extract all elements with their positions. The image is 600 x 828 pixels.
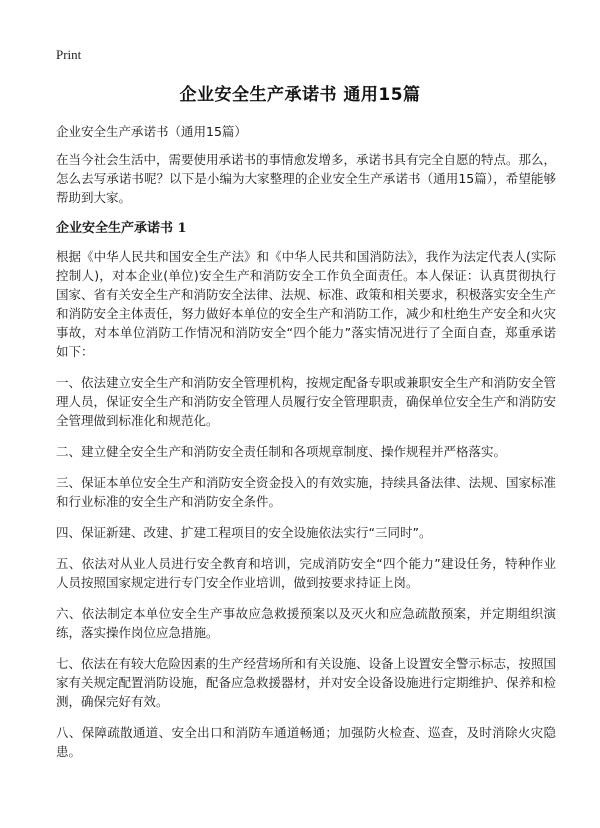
intro-paragraph: 在当今社会生活中，需要使用承诺书的事情愈发增多，承诺书具有完全自愿的特点。那么，怎么去写承诺书呢？以下是小编为大家整理的企业安全生产承诺书（通用15篇），希望能够帮助到大家。 [56,152,557,205]
print-label: Print [56,47,82,62]
paragraph-item-3: 三、保证本单位安全生产和消防安全资金投入的有效实施，持续具备法律、法规、国家标准和行业标准的安全生产和消防安全条件。 [56,475,557,509]
paragraph-item-5: 五、依法对从业人员进行安全教育和培训，完成消防安全“四个能力”建设任务，特种作业人员按照国家规定进行专门安全作业培训，做到按要求持证上岗。 [56,556,556,590]
paragraph-preamble: 根据《中华人民共和国安全生产法》和《中华人民共和国消防法》，我作为法定代表人(实际控制人)，对本企业(单位)安全生产和消防安全工作负全面责任。本人保证：认真贯彻执行国家、省有关安全生产和消防安全法律、法规、标准、政策和相关要求，积极落实安全生产和消防安全主体责任，努力做好本单位的安全生产和消防工作，减少和杜绝生产安全和火灾事故，对本单位消防工作情况和消防安全“四个能力”落实情况进行了全面自查，郑重承诺如下： [56,249,557,359]
document-subtitle: 企业安全生产承诺书（通用15篇） [56,124,247,139]
document-body [56,122,556,773]
paragraph-item-7: 七、依法在有较大危险因素的生产经营场所和有关设施、设备上设置安全警示标志，按照国家有关规定配置消防设施，配备应急救援器材，并对安全设备设施进行定期维护、保养和检测，确保完好有效。 [56,656,557,709]
paragraph-item-4: 四、保证新建、改建、扩建工程项目的安全设施依法实行“三同时”。 [56,525,432,540]
paragraph-item-8: 八、保障疏散通道、安全出口和消防车通道畅通；加强防火检查、巡查，及时消除火灾隐患。 [56,725,556,759]
paragraph-item-2: 二、建立健全安全生产和消防安全责任制和各项规章制度、操作规程并严格落实。 [56,444,507,459]
paragraph-item-6: 六、依法制定本单位安全生产事故应急救援预案以及灭火和应急疏散预案，并定期组织演练，落实操作岗位应急措施。 [56,606,556,640]
paragraph-item-1: 一、依法建立安全生产和消防安全管理机构，按规定配备专职或兼职安全生产和消防安全管理人员，保证安全生产和消防安全管理人员履行安全管理职责，确保单位安全生产和消防安全管理做到标准化和规范化。 [56,375,557,428]
section-heading: 企业安全生产承诺书 1 [56,221,187,236]
page-title: 企业安全生产承诺书 通用15篇 [179,85,421,105]
